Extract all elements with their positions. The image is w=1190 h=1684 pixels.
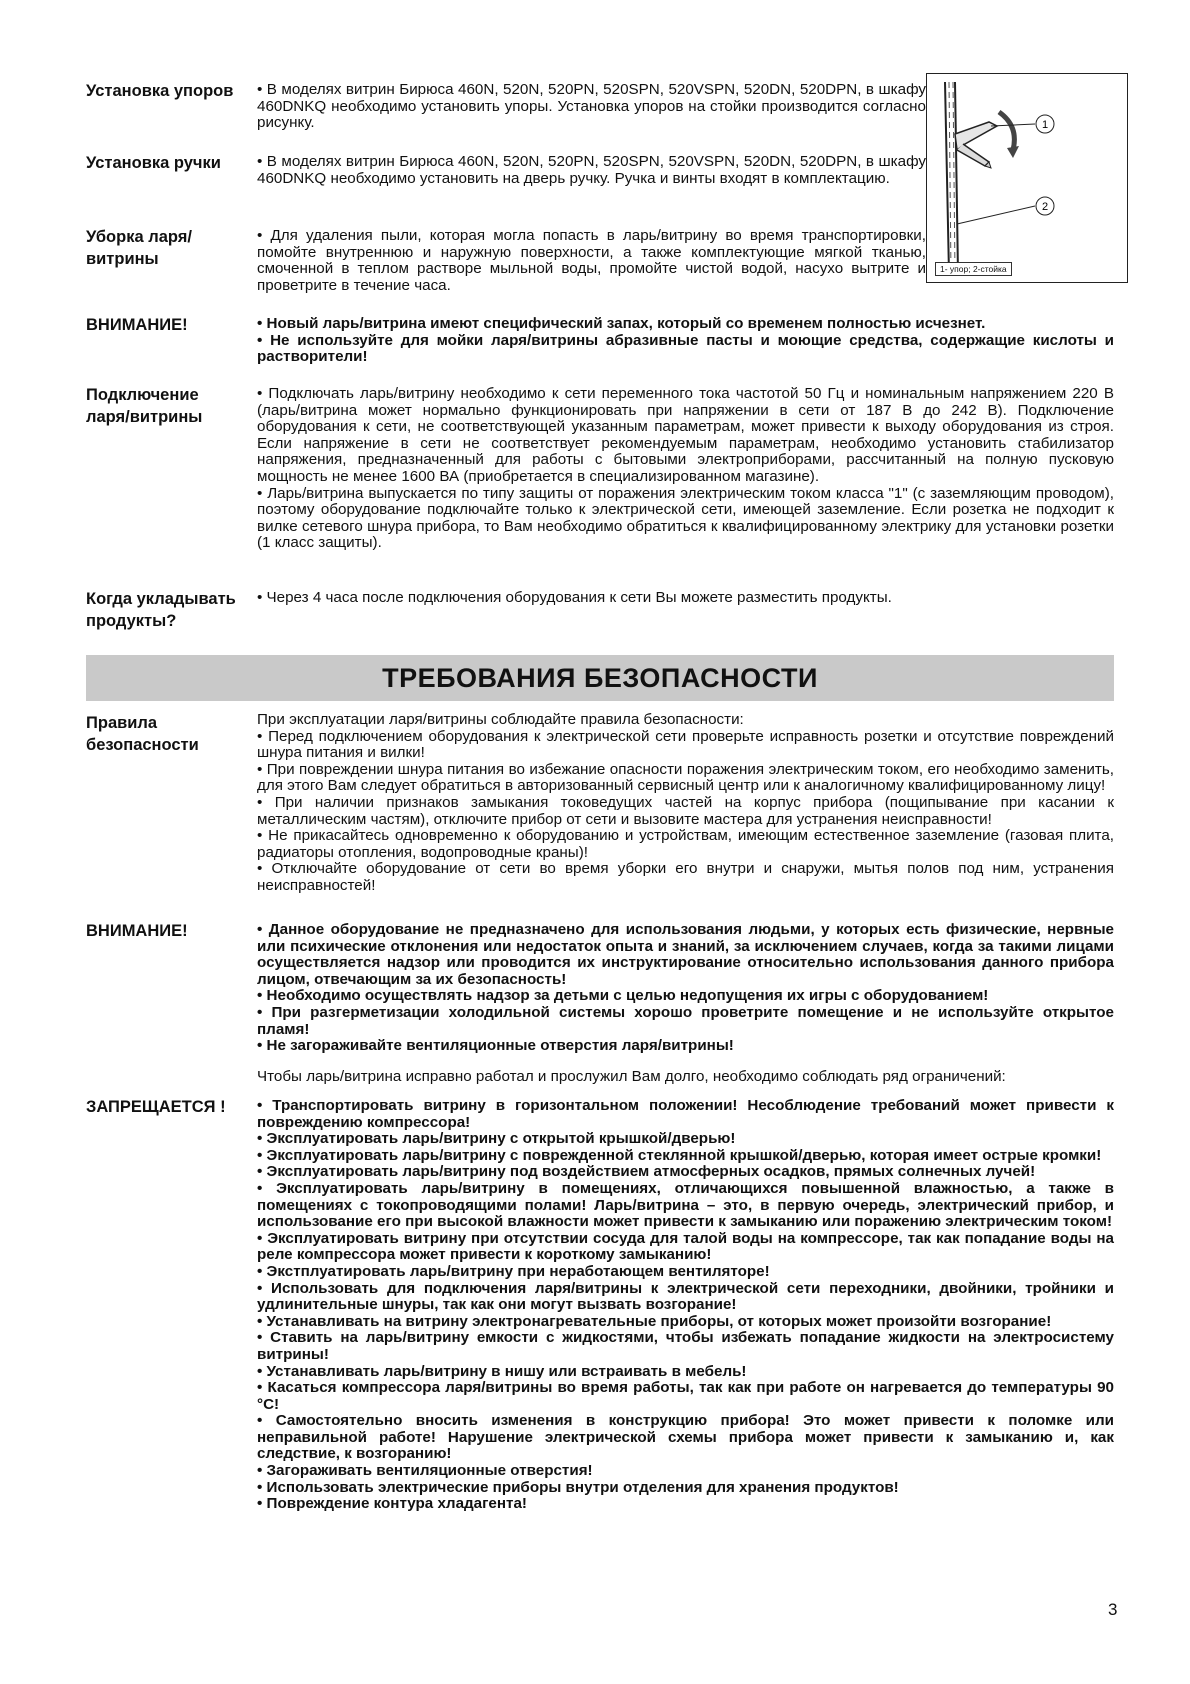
note-text: Чтобы ларь/витрина исправно работал и прослужил Вам долго, необходимо соблюдать ряд ограничений: bbox=[257, 1067, 1006, 1085]
section-text bbox=[257, 386, 1114, 552]
list-item: При эксплуатации ларя/витрины соблюдайте правила безопасности: bbox=[257, 711, 744, 728]
list-item: • Устанавливать на витрину электронагревательные приборы, от которых может произойти возгорание! bbox=[257, 1312, 1052, 1330]
list-item: • Необходимо осуществлять надзор за детьми с целью недопущения их игры с оборудованием! bbox=[257, 987, 989, 1005]
list-item: • Использовать электрические приборы внутри отделения для хранения продуктов! bbox=[257, 1478, 899, 1496]
section-label: ЗАПРЕЩАЕТСЯ ! bbox=[86, 1098, 226, 1116]
list-item: • Загораживать вентиляционные отверстия! bbox=[257, 1462, 593, 1480]
figure-caption: 1- упор; 2-стойка bbox=[935, 262, 1012, 276]
list-item: • Новый ларь/витрина имеют специфический запах, который со временем полностью исчезнет. bbox=[257, 315, 986, 332]
list-item: • Данное оборудование не предназначено для использования людьми, у которых есть физические, нервные или психические отклонения или недостаток опыта и знаний, за исключением случаев, когда за такими лицами осуществляется надзор или проводится их инструктирование относительно использования данного прибора лицом, отвечающим за их безопасность! bbox=[257, 921, 1114, 988]
list-item: • Использовать для подключения ларя/витрины к электрической сети переходники, двойники, тройники и удлинительные шнуры, так как они могут вызвать возгорание! bbox=[257, 1279, 1114, 1314]
list-item: • Эксплуатировать витрину при отсутствии сосуда для талой воды на компрессоре, так как попадание воды на реле компрессора может привести к короткому замыканию! bbox=[257, 1229, 1114, 1264]
section-label: ВНИМАНИЕ! bbox=[86, 922, 188, 940]
section-label: Установка ручки bbox=[86, 154, 221, 172]
section-text bbox=[257, 712, 1114, 895]
section-text: • Для удаления пыли, которая могла попасть в ларь/витрину во время транспортировки, помойте внутреннюю и наружную поверхности, а также комплектующие мягкой тканью, смоченной в теплом растворе мыльной воды, промойте чистой водой, насухо вытрите и проветрите в течение часа. bbox=[257, 227, 926, 294]
section-text: • В моделях витрин Бирюса 460N, 520N, 520PN, 520SPN, 520VSPN, 520DN, 520DPN, в шкафу 460DNKQ необходимо установить упоры. Установка упоров на стойки производится согласно рисунку. bbox=[257, 81, 926, 132]
list-item: • При разгерметизации холодильной системы хорошо проветрите помещение и не используйте открытое пламя! bbox=[257, 1003, 1114, 1038]
section-text: • Через 4 часа после подключения оборудования к сети Вы можете разместить продукты. bbox=[257, 589, 892, 606]
section-label: Уборка ларя/ витрины bbox=[86, 228, 192, 268]
section-text: • В моделях витрин Бирюса 460N, 520N, 520PN, 520SPN, 520VSPN, 520DN, 520DPN, в шкафу 460DNKQ необходимо установить на дверь ручку. Ручка и винты входят в комплектацию. bbox=[257, 153, 926, 187]
list-item: • Не прикасайтесь одновременно к оборудованию и устройствам, имеющим естественное заземление (газовая плита, радиаторы отопления, водопроводные краны)! bbox=[257, 827, 1114, 861]
safety-requirements-banner: ТРЕБОВАНИЯ БЕЗОПАСНОСТИ bbox=[86, 655, 1114, 701]
list-item: • Ставить на ларь/витрину емкости с жидкостями, чтобы избежать попадание жидкости на электросистему витрины! bbox=[257, 1329, 1114, 1363]
list-item: • Не используйте для мойки ларя/витрины абразивные пасты и моющие средства, содержащие кислоты и растворители! bbox=[257, 331, 1114, 366]
list-item: • Отключайте оборудование от сети во время уборки его внутри и снаружи, мытья полов под ним, устранения неисправностей! bbox=[257, 860, 1114, 894]
section-label: Правила безопасности bbox=[86, 714, 199, 754]
page-number: 3 bbox=[1108, 1600, 1118, 1619]
list-item: • Эксплуатировать ларь/витрину в помещениях, отличающихся повышенной влажностью, а также в помещениях с токопроводящими полами! Ларь/витрина – это, в первую очередь, электрический прибор, и использование его при высокой влажности может привести к замыканию или поражению электрическим током! bbox=[257, 1179, 1114, 1231]
paragraph: • Ларь/витрина выпускается по типу защиты от поражения электрическим током класса "1" (с заземляющим проводом), поэтому оборудование подключайте только к электрической сети, имеющей заземление. Если розетка не подходит к вилке сетевого шнура прибора, то Вам необходимо обратиться к квалифицированному электрику для установки розетки (1 класс защиты). bbox=[257, 484, 1114, 552]
list-item: • Не загораживайте вентиляционные отверстия ларя/витрины! bbox=[257, 1037, 734, 1055]
callout-2-label: 2 bbox=[1041, 201, 1049, 213]
list-item: • При повреждении шнура питания во избежание опасности поражения электрическим током, его необходимо заменить, для этого Вам следует обратиться в авторизованный сервисный центр или к аналогичному квалифицированному лицу! bbox=[257, 760, 1114, 795]
paragraph: • Подключать ларь/витрину необходимо к сети переменного тока частотой 50 Гц и номинальным напряжением 220 В (ларь/витрина может нормально функционировать при напряжении в сети от 187 В до 242 В). Подключение оборудования к сети, не соответствующей указанным параметрам, может привести к выходу оборудования из строя. Если напряжение в сети не соответствует рекомендуемым параметрам, необходимо установить стабилизатор напряжения, предназначенный для работы с бытовыми электроприборами, рассчитанный на полную пусковую мощность не менее 1600 ВА (приобретается в специализированном магазине). bbox=[257, 385, 1114, 485]
stop-diagram-illustration bbox=[927, 74, 1126, 281]
callout-1-label: 1 bbox=[1041, 119, 1049, 131]
stop-installation-figure bbox=[926, 73, 1128, 283]
list-item: • При наличии признаков замыкания токоведущих частей на корпус прибора (пощипывание при касании к металлическим частям), отключите прибор от сети и вызовите мастера для устранения неисправности! bbox=[257, 793, 1114, 828]
section-label: Подключение ларя/витрины bbox=[86, 386, 203, 426]
list-item: • Касаться компрессора ларя/витрины во время работы, так как при работе он нагревается до температуры 90 °C! bbox=[257, 1379, 1114, 1413]
section-label: Когда укладывать продукты? bbox=[86, 590, 236, 630]
list-item: • Устанавливать ларь/витрину в нишу или встраивать в мебель! bbox=[257, 1362, 747, 1380]
list-item: • Повреждение контура хладагента! bbox=[257, 1495, 527, 1513]
list-item: • Эксплуатировать ларь/витрину под воздействием атмосферных осадков, прямых солнечных лучей! bbox=[257, 1163, 1036, 1181]
section-text bbox=[257, 1098, 1114, 1513]
list-item: • Эксплуатировать ларь/витрину с поврежденной стеклянной крышкой/дверью, которая имеет острые кромки! bbox=[257, 1146, 1102, 1164]
list-item: • Транспортировать витрину в горизонтальном положении! Несоблюдение требований может привести к повреждению компрессора! bbox=[257, 1097, 1114, 1131]
list-item: • Экстплуатировать ларь/витрину при неработающем вентиляторе! bbox=[257, 1262, 770, 1280]
list-item: • Самостоятельно вносить изменения в конструкцию прибора! Это может привести к поломке или неправильной работе! Нарушение электрической схемы прибора может привести к замыканию и, как следствие, к возгоранию! bbox=[257, 1412, 1114, 1463]
list-item: • Перед подключением оборудования к электрической сети проверьте исправность розетки и отсутствие повреждений шнура питания и вилки! bbox=[257, 727, 1114, 762]
section-text bbox=[257, 922, 1114, 1085]
section-text bbox=[257, 316, 1114, 366]
section-label: Установка упоров bbox=[86, 82, 234, 100]
section-label: ВНИМАНИЕ! bbox=[86, 316, 188, 334]
list-item: • Эксплуатировать ларь/витрину с открытой крышкой/дверью! bbox=[257, 1130, 736, 1148]
